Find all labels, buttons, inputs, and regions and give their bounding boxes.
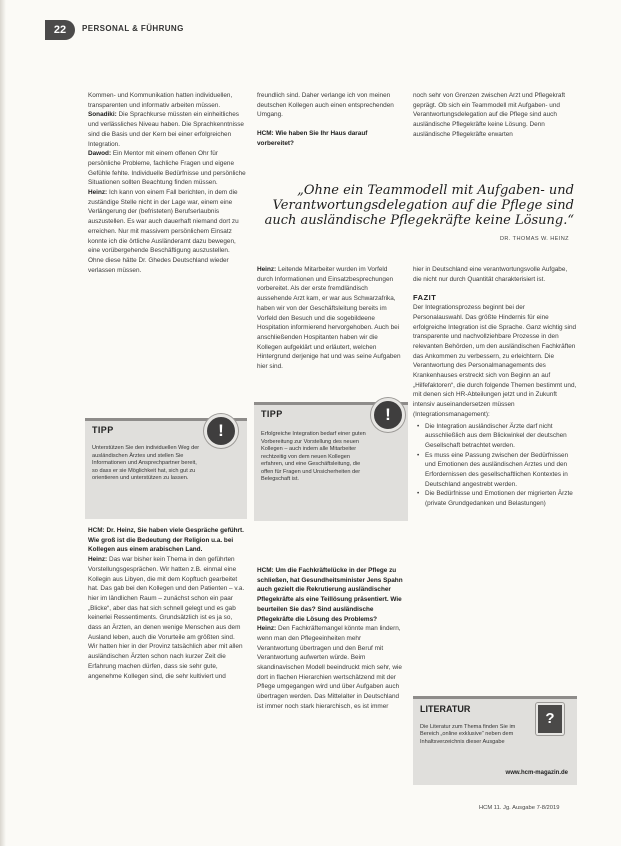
interview-question: HCM: Wie haben Sie Ihr Haus darauf vorbereitet? [257,130,368,147]
column-1-lower [88,526,246,681]
scan-edge [0,0,6,846]
list-item: • Die Integration ausländischer Ärzte darf nicht ausschließlich aus dem Blickwinkel der deutschen Gesellschaft betrachtet werden. [425,422,577,451]
literatur-link[interactable]: www.hcm-magazin.de [505,770,568,776]
column-2-middle [257,265,403,372]
exclamation-icon: ! [371,398,405,432]
question-book-icon: ? [536,703,564,735]
paragraph [88,188,246,275]
paragraph [257,624,403,711]
pull-quote: „Ohne ein Teammodell mit Aufgaben- und Verantwortungsdelegation auf die Pflege sind auch ausländische Pflegekräfte keine Lösung.“ [264,183,574,228]
tipp-title: TIPP [261,409,283,419]
footer: HCM 11. Jg. Ausgabe 7-8/2019 [479,805,560,811]
answer-text: Ich kann von einem Fall berichten, in dem die zuständige Stelle nicht in der Lage war, einem eine Verlängerung der (befristeten) Berufserlaubnis auszustellen. Es war auch dauerhaft niemand dort zu erreichen. Nur mit massivem persönlichem Einsatz konnte ich die örtliche Ausländeramt dazu bewegen, eine vorübergehende Beschäftigung auszustellen. Ohne diese hätte Dr. Ghedes Deutschland wieder verlassen müssen. [88,189,239,274]
literatur-text: Die Literatur zum Thema finden Sie im Bereich „online exklusive“ neben dem Inhaltsverzeichnis dieser Ausgabe [420,724,516,745]
literatur-title: LITERATUR [420,704,471,714]
speaker-name: Heinz: [88,189,108,197]
interview-question: HCM: Um die Fachkräftelücke in der Pflege zu schließen, hat Gesundheitsminister Jens Spahn auch gezielt die Rekrutierung ausländischer Pflegekräfte als eine Teillösung präsentiert. Wie beurteilen Sie das? Sind ausländische Pflegekräfte die Lösung des Problems? [257,567,403,623]
answer-text: Den Fachkräftemangel könnte man lindern, wenn man den Pflegeeinheiten mehr Verantwortung übertragen und den Beruf mit Verantwortung aufwerten würde. Beim skandinavischen Modell beeindruckt mich sehr, wie dort in flachen Hierarchien wertschätzend mit der Pflege umgegangen wird und über Aufgaben auch übertragen werden. Das Mittelalter in Deutschland ist immer noch stark hierarchisch, es ist immer [257,625,402,710]
paragraph: hier in Deutschland eine verantwortungsvolle Aufgabe, die nicht nur durch Quantität charakterisiert ist. [413,266,568,283]
paragraph [88,555,246,681]
tipp-title: TIPP [92,425,114,435]
paragraph [88,110,246,149]
speaker-name: Dawod: [88,150,112,158]
answer-text: Leitende Mitarbeiter wurden im Vorfeld durch Informationen und Einsatzbesprechungen vorbereitet. Als der erste fremdländisch aussehende Arzt kam, er war aus Schwarzafrika, haben wir von der Geschäftsleitung bereits im Vorfeld den Besuch und die sogebildeene Hospitation informierend hervorgehoben. Auch bei anschließenden Hospitanten haben wir die Kollegen aufgeklärt und erläutert, welchen Hintergrund derjenige hat und was seine Aufgaben hier sind. [257,266,401,371]
quote-author: DR. THOMAS W. HEINZ [499,236,569,242]
list-item: • Es muss eine Passung zwischen der Bedürfnissen und Emotionen des ausländischen Arztes und den Erfordernissen des gesellschaftlichen Kontextes in Deutschland angestrebt werden. [425,451,577,490]
answer-text: Die Sprachkurse müssten ein einheitliches und verlässliches Niveau haben. Die Sprachkenntnisse sind die Basis und der Kern bei einer erfolgreichen Integration. [88,111,244,148]
literatur-box [413,696,577,785]
paragraph [257,265,403,372]
answer-text: Das war bisher kein Thema in den geführten Vorstellungsgesprächen. Wir hatten z.B. einmal eine Kollegin aus Libyen, die mit dem Kopftuch gearbeitet hat. Das gab bei den Kollegen und den Patienten – v.a. hier im ländlichen Raum – zunächst schon ein paar „Blicke“, aber das hat sich schnell gelegt und es gab keinerlei Ressentiments. Grundsätzlich ist es ja so, dass an Ärzten, an denen wenige Menschen aus dem Ausland leben, auch die Vorurteile am größten sind. Wir hatten hier in der Provinz tatsächlich aber mit allen ausländischen Ärzten schon nach kurzer Zeit die Erfahrung machen dürfen, dass sie sehr gute, angenehme Kollegen sind, die sehr kultiviert und [88,556,245,680]
section-title: PERSONAL & FÜHRUNG [82,24,184,33]
column-3 [413,91,577,140]
paragraph: noch sehr von Grenzen zwischen Arzt und Pflegekraft geprägt. Ob sich ein Teammodell mit Aufgaben- und Verantwortungsdelegation auf die Pflege sind auch ausländische Pflegekräfte keine Lösung. Denn ausländische Pflegekräfte erwarten [413,92,566,138]
paragraph: Kommen- und Kommunikation hatten individuellen, transparenten und informativ arbeiten müssen. [88,92,233,109]
fazit-list [413,422,577,509]
column-1 [88,91,246,275]
paragraph [88,149,246,188]
column-2 [257,91,403,149]
page-number: 22 [45,20,75,40]
tipp-text: Erfolgreiche Integration bedarf einer guten Vorbereitung zur Vorstellung des neuen Kollegen – auch indem alle Mitarbeiter rechtzeitig von dem neuen Kollegen erfahren, und eine Geschäftsleitung, die offen für Fragen und Unsicherheiten der Belegschaft ist. [261,431,366,482]
fazit-text: Der Integrationsprozess beginnt bei der Personalauswahl. Das größte Hindernis für eine erfolgreiche Integration ist die Sprache. Ganz wichtig sind transparente und nachvollziehbare Prozesse in den relevanten Behörden, um den ausländischen Fachkräften das Ankommen zu verbessern, zu erleichtern. Die Verantwortung des Personalmanagements des Krankenhauses erstreckt sich von Beginn an auf „Hilfefaktoren“, die durch folgende Themen bestimmt und, mit denen sich HR-Abteilungen jetzt und in Zukunft intensiv auseinandersetzen müssen (Integrationsmanagement): [413,304,577,418]
exclamation-icon: ! [204,414,238,448]
fazit-heading: FAZIT [413,293,437,303]
column-3-lower [413,265,577,509]
paragraph: freundlich sind. Daher verlange ich von meinen deutschen Kollegen auch einen entsprechenden Umgang. [257,92,394,119]
speaker-name: Sonadiki: [88,111,117,119]
speaker-name: Heinz: [88,556,108,564]
speaker-name: Heinz: [257,266,277,273]
answer-text: Ein Mentor mit einem offenen Ohr für persönliche Probleme, fachliche Fragen und eigene Gefühle fehlte. Individuelle Bedürfnisse und persönliche Situationen sollten Beachtung finden müssen. [88,150,246,187]
interview-question: HCM: Dr. Heinz, Sie haben viele Gespräche geführt. Wie groß ist die Bedeutung der Religion u.a. bei Kollegen aus einem arabischen Land. [88,527,244,554]
speaker-name: Heinz: [257,625,277,633]
tipp-text: Unterstützen Sie den individuellen Weg der ausländischen Ärztes und stellen Sie Informationen und Ansprechpartner bereit, so dass er sie Möglichkeit hat, sich gut zu orientieren und unterstützen zu lassen. [92,445,200,481]
list-item: • Die Bedürfnisse und Emotionen der migrierten Ärzte (private Grundgedanken und Belastungen) [425,489,577,508]
column-2-lower [257,566,403,712]
